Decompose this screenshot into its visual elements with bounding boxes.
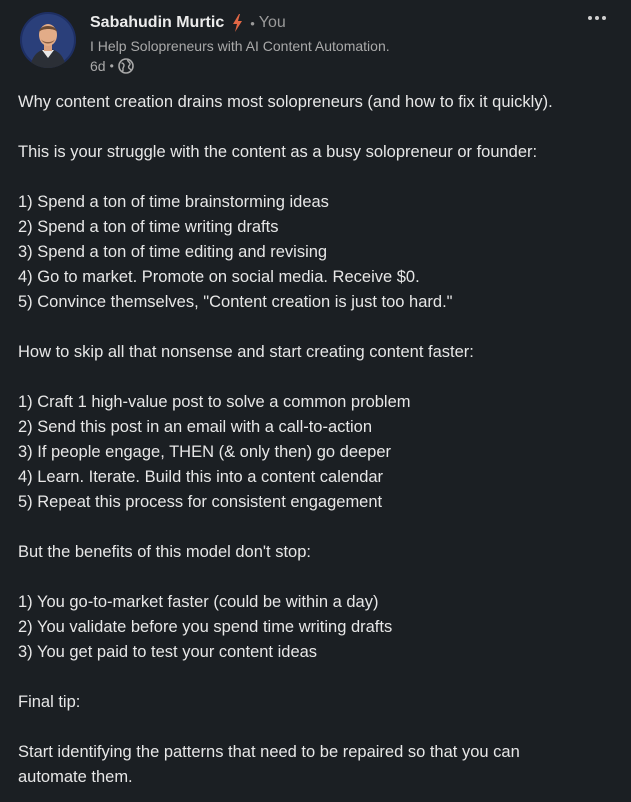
post-line: 2) Send this post in an email with a call-to-action (18, 418, 373, 436)
separator-dot: • (250, 15, 255, 31)
author-headline: I Help Solopreneurs with AI Content Automation. (90, 38, 390, 54)
lightning-bolt-icon (232, 14, 243, 32)
post-line: 5) Repeat this process for consistent engagement (18, 493, 383, 511)
post-time[interactable]: 6d (90, 58, 106, 74)
avatar-photo (20, 12, 76, 68)
post-blank-line (18, 365, 618, 390)
post-blank-line (18, 665, 618, 690)
post-line: Start identifying the patterns that need to be repaired so that you can (18, 743, 520, 761)
post-line: 4) Learn. Iterate. Build this into a content calendar (18, 468, 384, 486)
post-line: 1) Craft 1 high-value post to solve a common problem (18, 393, 411, 411)
post-line: This is your struggle with the content as a busy solopreneur or founder: (18, 143, 538, 161)
post-line: 3) If people engage, THEN (& only then) go deeper (18, 443, 392, 461)
relation-label: You (258, 14, 286, 31)
post-line: Final tip: (18, 693, 81, 711)
author-name[interactable]: Sabahudin Murtic (90, 14, 225, 31)
post-blank-line (18, 315, 618, 340)
post-blank-line (18, 115, 618, 140)
post-line: 1) You go-to-market faster (could be within a day) (18, 593, 379, 611)
post-line: How to skip all that nonsense and start creating content faster: (18, 343, 474, 361)
post-text (18, 90, 618, 790)
post-line: 3) You get paid to test your content ideas (18, 643, 318, 661)
post-line: Why content creation drains most solopreneurs (and how to fix it quickly). (18, 93, 553, 111)
post-line: 2) Spend a ton of time writing drafts (18, 218, 279, 236)
post-blank-line (18, 715, 618, 740)
meta-separator: • (109, 59, 114, 73)
post-line: 1) Spend a ton of time brainstorming ideas (18, 193, 329, 211)
avatar[interactable] (20, 12, 76, 68)
globe-icon (118, 58, 134, 74)
post-line: 3) Spend a ton of time editing and revising (18, 243, 328, 261)
post-blank-line (18, 565, 618, 590)
more-options-button[interactable] (582, 6, 612, 30)
post-line: But the benefits of this model don't stop: (18, 543, 311, 561)
more-horizontal-icon (587, 15, 607, 21)
post-blank-line (18, 515, 618, 540)
author-name-row (90, 12, 286, 34)
post-meta (90, 57, 134, 75)
post-line: 2) You validate before you spend time writing drafts (18, 618, 393, 636)
post-header (0, 0, 631, 85)
post-line: automate them. (18, 768, 133, 786)
post-line: 5) Convince themselves, "Content creation is just too hard." (18, 293, 453, 311)
post-blank-line (18, 165, 618, 190)
post-line: 4) Go to market. Promote on social media. Receive $0. (18, 268, 420, 286)
